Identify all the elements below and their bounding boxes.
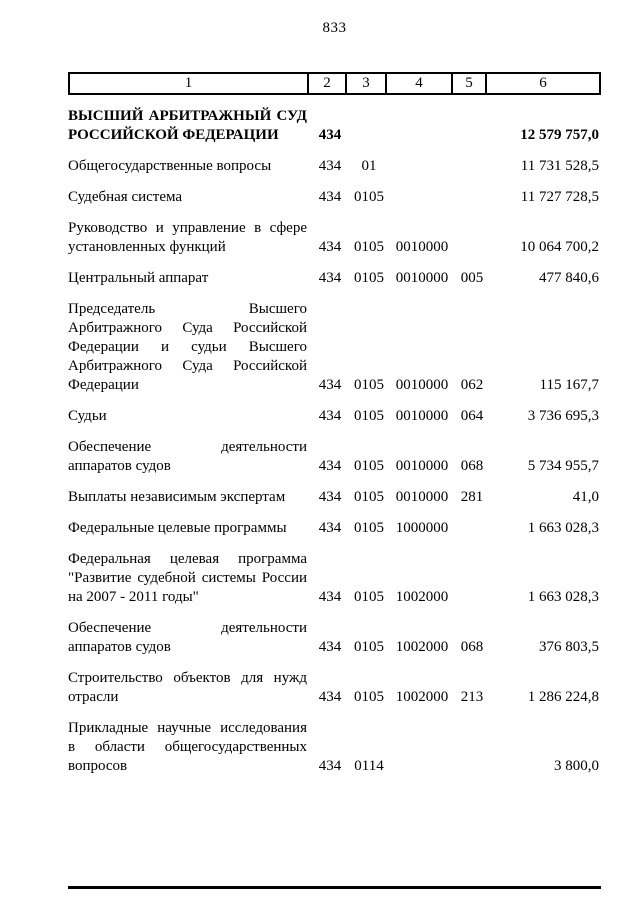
table-row [68,407,601,426]
header-col-6: 6 [539,75,547,91]
row-target-article-code: 1002000 [395,589,449,605]
next-table-top-border [68,886,601,889]
row-item-name: Судебная система [68,189,183,205]
row-amount: 11 727 728,5 [520,189,599,205]
row-section-code: 01 [361,158,377,174]
row-target-article-code: 1002000 [395,689,449,705]
row-expense-type-code: 281 [460,489,484,505]
row-section-code: 0105 [354,270,384,286]
row-amount: 376 803,5 [539,639,599,655]
table-row [68,519,601,538]
row-section-code: 0105 [354,458,384,474]
header-col-4: 4 [387,74,453,93]
table-row [68,438,601,476]
table-row [68,107,601,145]
row-agency-code: 434 [318,158,342,174]
row-item-name: Выплаты независимым экспертам [68,489,286,505]
row-expense-type-code: 062 [460,377,484,393]
row-amount: 11 731 528,5 [520,158,599,174]
row-agency-code: 434 [318,189,342,205]
budget-table [68,72,601,776]
row-item-name: Федеральная целевая программа "Развитие судебной системы России на 2007 - 2011 годы" [68,551,307,605]
row-target-article-code: 1000000 [395,520,449,536]
row-expense-type-code: 005 [460,270,484,286]
row-section-code: 0105 [354,377,384,393]
row-item-name: Руководство и управление в сфере установленных функций [68,220,307,255]
row-item-name: Центральный аппарат [68,270,209,286]
row-target-article-code: 0010000 [395,270,449,286]
table-row [68,219,601,257]
row-target-article-code: 1002000 [395,639,449,655]
table-row [68,269,601,288]
table-row [68,157,601,176]
table-row [68,488,601,507]
row-section-code: 0105 [354,189,384,205]
row-expense-type-code: 068 [460,639,484,655]
row-section-code: 0105 [354,489,384,505]
row-agency-code: 434 [318,758,342,774]
row-agency-code: 434 [318,689,342,705]
table-header-row [68,72,601,95]
row-agency-code: 434 [318,239,342,255]
page-number: 833 [322,20,347,36]
row-target-article-code: 0010000 [395,408,449,424]
row-section-code: 0105 [354,689,384,705]
row-item-name: Обеспечение деятельности аппаратов судов [68,439,307,474]
row-agency-code: 434 [318,377,342,393]
table-row [68,719,601,776]
row-item-name: Общегосударственные вопросы [68,158,272,174]
row-item-name: Строительство объектов для нужд отрасли [68,670,307,705]
row-amount: 3 736 695,3 [527,408,599,424]
row-amount: 1 663 028,3 [527,589,599,605]
table-row [68,550,601,607]
row-agency-code: 434 [318,589,342,605]
row-item-name: ВЫСШИЙ АРБИТРАЖНЫЙ СУД РОССИЙСКОЙ ФЕДЕРАЦИИ [68,108,307,143]
row-agency-code: 434 [318,270,342,286]
row-agency-code: 434 [318,127,342,143]
table-row [68,619,601,657]
table-body [68,107,601,776]
row-target-article-code: 0010000 [395,458,449,474]
row-amount: 5 734 955,7 [527,458,599,474]
row-section-code: 0105 [354,520,384,536]
row-amount: 12 579 757,0 [520,127,599,143]
row-expense-type-code: 068 [460,458,484,474]
header-col-3: 3 [347,74,387,93]
table-row [68,300,601,395]
row-expense-type-code: 213 [460,689,484,705]
row-amount: 3 800,0 [554,758,599,774]
row-amount: 477 840,6 [539,270,599,286]
row-agency-code: 434 [318,489,342,505]
row-section-code: 0114 [354,758,384,774]
row-section-code: 0105 [354,639,384,655]
row-item-name: Федеральные целевые программы [68,520,287,536]
table-row [68,188,601,207]
row-agency-code: 434 [318,408,342,424]
row-target-article-code: 0010000 [395,377,449,393]
row-amount: 115 167,7 [539,377,599,393]
header-col-1: 1 [70,74,309,93]
row-amount: 1 286 224,8 [527,689,599,705]
row-item-name: Прикладные научные исследования в области общегосударственных вопросов [68,720,307,774]
row-section-code: 0105 [354,408,384,424]
row-amount: 1 663 028,3 [527,520,599,536]
row-amount: 41,0 [572,489,599,505]
row-item-name: Председатель Высшего Арбитражного Суда Российской Федерации и судьи Высшего Арбитражного Суда Российской Федерации [68,301,307,393]
row-expense-type-code: 064 [460,408,484,424]
row-section-code: 0105 [354,589,384,605]
row-agency-code: 434 [318,639,342,655]
table-row [68,669,601,707]
row-agency-code: 434 [318,458,342,474]
header-col-2: 2 [309,74,347,93]
row-target-article-code: 0010000 [395,239,449,255]
row-amount: 10 064 700,2 [520,239,599,255]
row-item-name: Судьи [68,408,107,424]
row-section-code: 0105 [354,239,384,255]
header-col-5: 5 [453,74,487,93]
row-agency-code: 434 [318,520,342,536]
row-item-name: Обеспечение деятельности аппаратов судов [68,620,307,655]
row-target-article-code: 0010000 [395,489,449,505]
